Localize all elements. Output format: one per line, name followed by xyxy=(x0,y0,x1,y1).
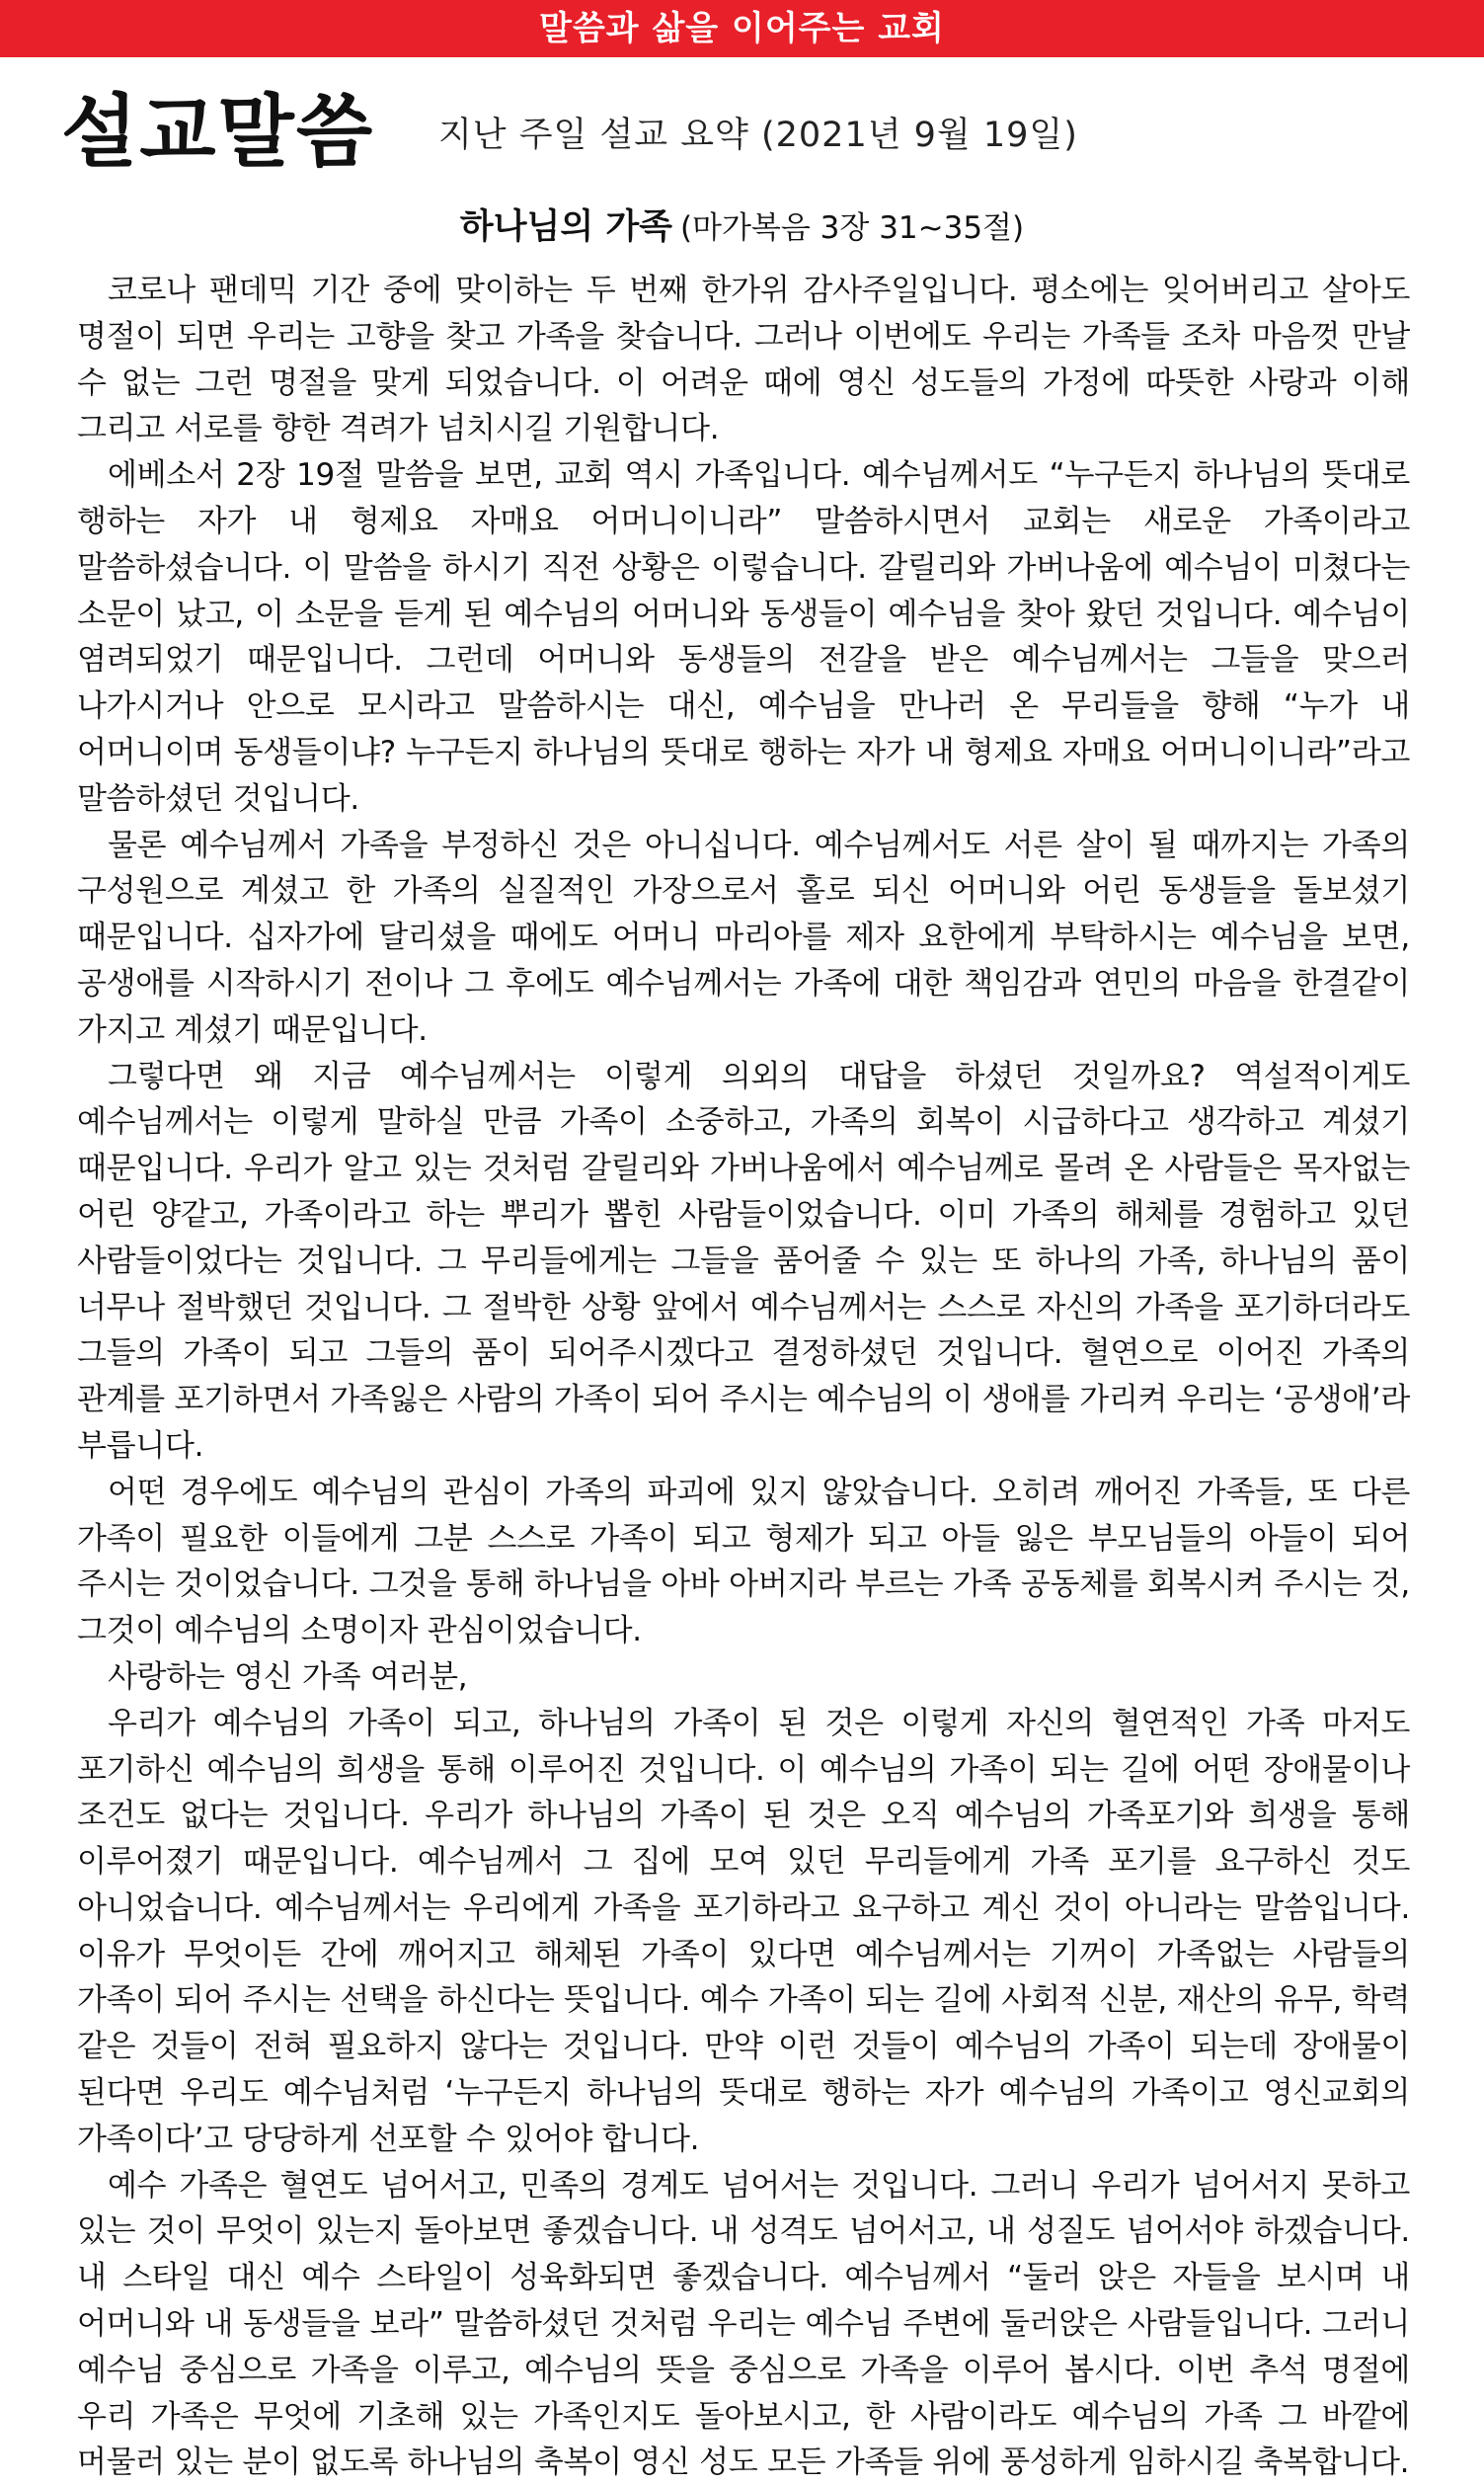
paragraph-3: 물론 예수님께서 가족을 부정하신 것은 아니십니다. 예수님께서도 서른 살이 될 때까지는 가족의 구성원으로 계셨고 한 가족의 실질적인 가장으로서 홀로 되신 어머니와 어린 동생들을 돌보셨기 때문입니다. 십자가에 달리셨을 때에도 어머니 마리아를 제자 요한에게 부탁하시는 예수님을 보면, 공생애를 시작하시기 전이나 그 후에도 예수님께서는 가족에 대한 책임감과 연민의 마음을 한결같이 가지고 계셨기 때문입니다. xyxy=(77,827,1410,1048)
sermon-body xyxy=(77,268,1410,2486)
sermon-heading xyxy=(0,198,1484,263)
section-subtitle: 지난 주일 설교 요약 (2021년 9월 19일) xyxy=(438,116,1078,155)
paragraph-7: 예수 가족은 혈연도 넘어서고, 민족의 경계도 넘어서는 것입니다. 그러니 우리가 넘어서지 못하고 있는 것이 무엇이 있는지 돌아보면 좋겠습니다. 내 성격도 넘어서고, 내 성질도 넘어서야 하겠습니다. 내 스타일 대신 예수 스타일이 성육화되면 좋겠습니다. 예수님께서 “둘러 앉은 자들을 보시며 내 어머니와 내 동생들을 보라” 말씀하셨던 것처럼 우리는 예수님 주변에 둘러앉은 사람들입니다. 그러니 예수님 중심으로 가족을 이루고, 예수님의 뜻을 중심으로 가족을 이루어 봅시다. 이번 추석 명절에 우리 가족은 무엇에 기초해 있는 가족인지도 돌아보시고, 한 사람이라도 예수님의 가족 그 바깥에 머물러 있는 분이 없도록 하나님의 축복이 영신 성도 모든 가족들 위에 풍성하게 임하시길 축복합니다. xyxy=(77,2167,1410,2481)
paragraph-5: 어떤 경우에도 예수님의 관심이 가족의 파괴에 있지 않았습니다. 오히려 깨어진 가족들, 또 다른 가족이 필요한 이들에게 그분 스스로 가족이 되고 형제가 되고 아들 잃은 부모님들의 아들이 되어 주시는 것이었습니다. 그것을 통해 하나님을 아바 아버지라 부르는 가족 공동체를 회복시켜 주시는 것, 그것이 예수님의 소명이자 관심이었습니다. xyxy=(77,1474,1410,1649)
sermon-title: 하나님의 가족 xyxy=(459,207,672,247)
scripture-reference: (마가복음 3장 31~35절) xyxy=(679,210,1025,246)
church-slogan-banner: 말씀과 삶을 이어주는 교회 xyxy=(0,0,1484,57)
paragraph-1: 코로나 팬데믹 기간 중에 맞이하는 두 번째 한가위 감사주일입니다. 평소에는 잊어버리고 살아도 명절이 되면 우리는 고향을 찾고 가족을 찾습니다. 그러나 이번에도 우리는 가족들 조차 마음껏 만날 수 없는 그런 명절을 맞게 되었습니다. 이 어려운 때에 영신 성도들의 가정에 따뜻한 사랑과 이해 그리고 서로를 향한 격려가 넘치시길 기원합니다. xyxy=(77,273,1410,447)
paragraph-2: 에베소서 2장 19절 말씀을 보면, 교회 역시 가족입니다. 예수님께서도 “누구든지 하나님의 뜻대로 행하는 자가 내 형제요 자매요 어머니이니라” 말씀하시면서 교회는 새로운 가족이라고 말씀하셨습니다. 이 말씀을 하시기 직전 상황은 이렇습니다. 갈릴리와 가버나움에 예수님이 미쳤다는 소문이 났고, 이 소문을 듣게 된 예수님의 어머니와 동생들이 예수님을 찾아 왔던 것입니다. 예수님이 염려되었기 때문입니다. 그런데 어머니와 동생들의 전갈을 받은 예수님께서는 그들을 맞으러 나가시거나 안으로 모시라고 말씀하시는 대신, 예수님을 만나러 온 무리들을 향해 “누가 내 어머니이며 동생들이냐? 누구든지 하나님의 뜻대로 행하는 자가 내 형제요 자매요 어머니이니라”라고 말씀하셨던 것입니다. xyxy=(77,457,1410,817)
masthead xyxy=(61,77,1444,186)
paragraph-6: 우리가 예수님의 가족이 되고, 하나님의 가족이 된 것은 이렇게 자신의 혈연적인 가족 마저도 포기하신 예수님의 희생을 통해 이루어진 것입니다. 이 예수님의 가족이 되는 길에 어떤 장애물이나 조건도 없다는 것입니다. 우리가 하나님의 가족이 된 것은 오직 예수님의 가족포기와 희생을 통해 이루어졌기 때문입니다. 예수님께서 그 집에 모여 있던 무리들에게 가족 포기를 요구하신 것도 아니었습니다. 예수님께서는 우리에게 가족을 포기하라고 요구하고 계신 것이 아니라는 말씀입니다. 이유가 무엇이든 간에 깨어지고 해체된 가족이 있다면 예수님께서는 기꺼이 가족없는 사람들의 가족이 되어 주시는 선택을 하신다는 뜻입니다. 예수 가족이 되는 길에 사회적 신분, 재산의 유무, 학력 같은 것들이 전혀 필요하지 않다는 것입니다. 만약 이런 것들이 예수님의 가족이 되는데 장애물이 된다면 우리도 예수님처럼 ‘누구든지 하나님의 뜻대로 행하는 자가 예수님의 가족이고 영신교회의 가족이다’고 당당하게 선포할 수 있어야 합니다. xyxy=(77,1705,1410,2157)
greeting-line: 사랑하는 영신 가족 여러분, xyxy=(108,1658,468,1695)
paragraph-4: 그렇다면 왜 지금 예수님께서는 이렇게 의외의 대답을 하셨던 것일까요? 역설적이게도 예수님께서는 이렇게 말하실 만큼 가족이 소중하고, 가족의 회복이 시급하다고 생각하고 계셨기 때문입니다. 우리가 알고 있는 것처럼 갈릴리와 가버나움에서 예수님께로 몰려 온 사람들은 목자없는 어린 양같고, 가족이라고 하는 뿌리가 뽑힌 사람들이었습니다. 이미 가족의 해체를 경험하고 있던 사람들이었다는 것입니다. 그 무리들에게는 그들을 품어줄 수 있는 또 하나의 가족, 하나님의 품이 너무나 절박했던 것입니다. 그 절박한 상황 앞에서 예수님께서는 스스로 자신의 가족을 포기하더라도 그들의 가족이 되고 그들의 품이 되어주시겠다고 결정하셨던 것입니다. 혈연으로 이어진 가족의 관계를 포기하면서 가족잃은 사람의 가족이 되어 주시는 예수님의 이 생애를 가리켜 우리는 ‘공생애’라 부릅니다. xyxy=(77,1058,1410,1464)
section-title: 설교말씀 xyxy=(61,85,375,178)
